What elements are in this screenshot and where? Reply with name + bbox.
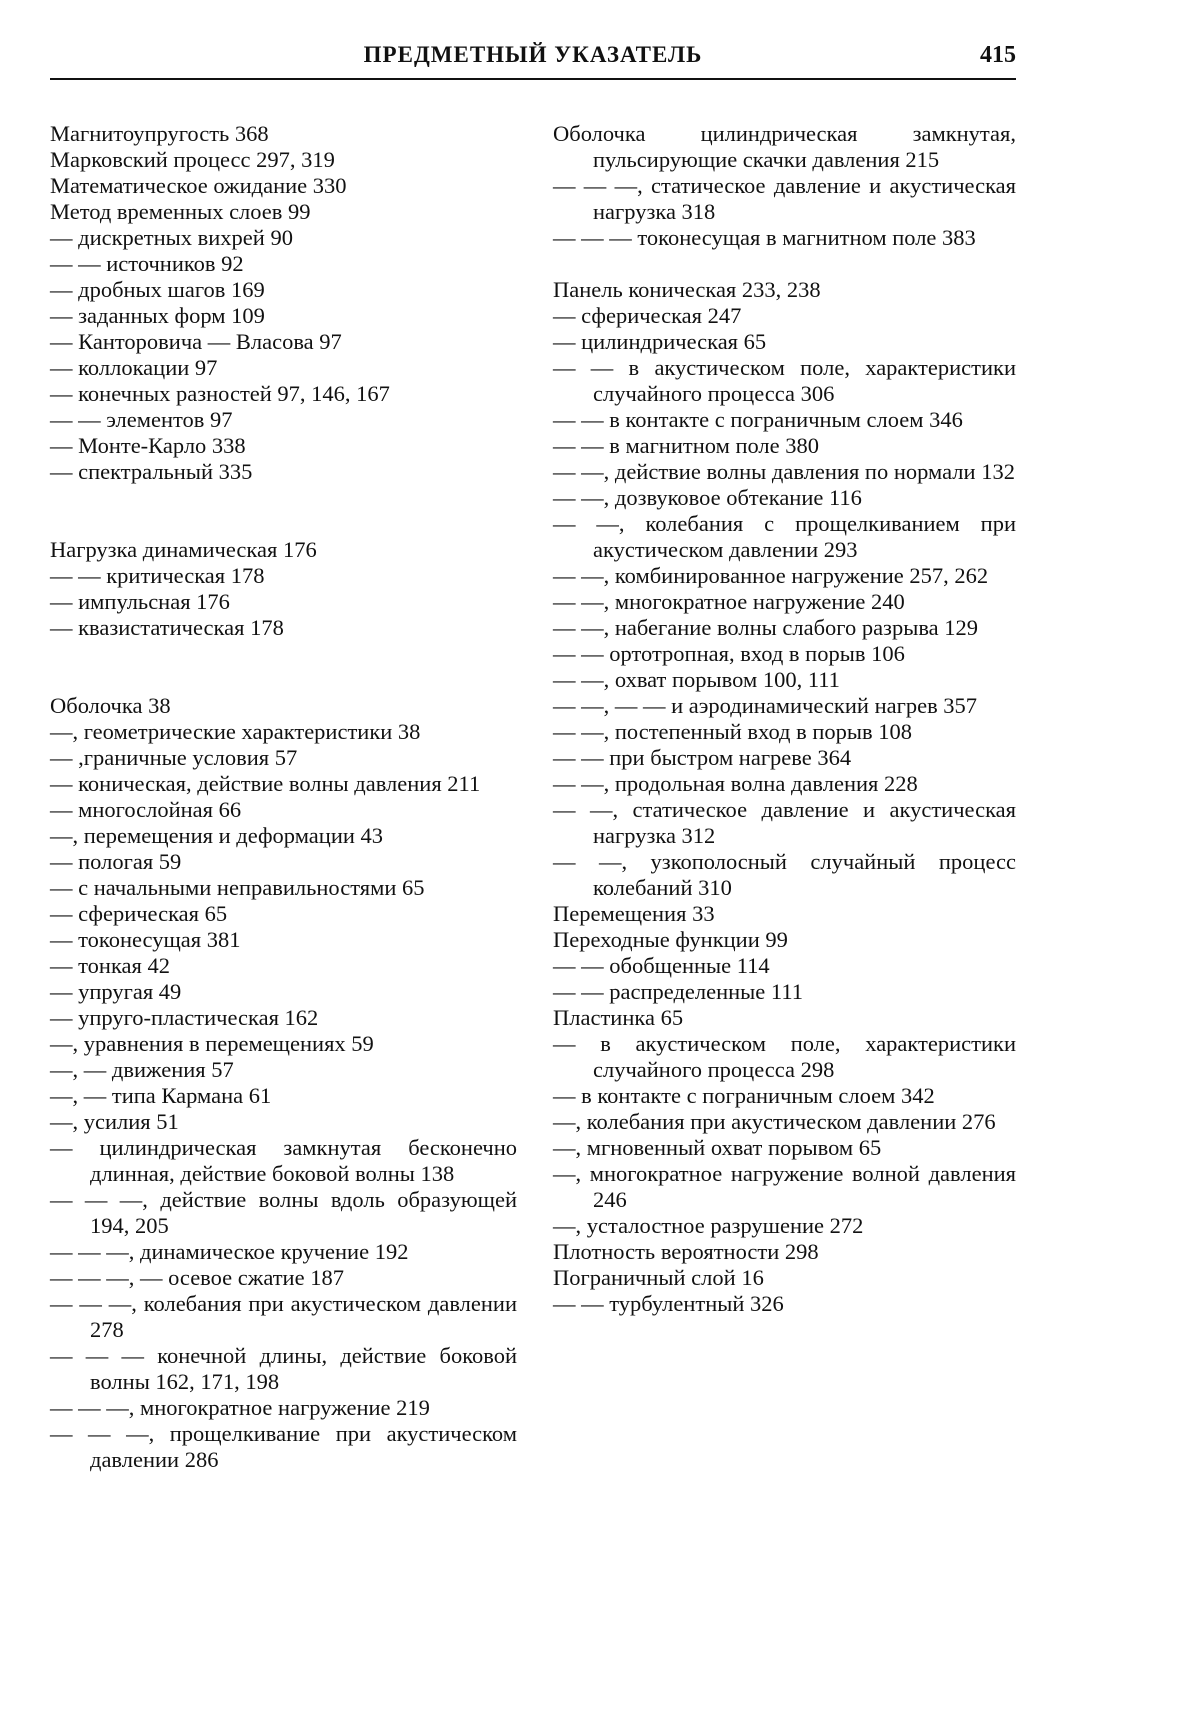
index-entry: — Канторовича — Власова 97 [50, 329, 342, 354]
index-entry: — —, статическое давление и акустическая нагрузка 312 [553, 797, 1016, 848]
index-entry: —, мгновенный охват порывом 65 [553, 1135, 882, 1160]
index-entry: — цилиндрическая 65 [553, 329, 767, 354]
page-header [50, 42, 1016, 80]
index-entry: — сферическая 65 [50, 901, 228, 926]
index-entry: — коническая, действие волны давления 211 [50, 771, 481, 796]
index-entry: — —, действие волны давления по нормали 132 [553, 459, 1015, 484]
index-entry: — импульсная 176 [50, 589, 230, 614]
index-entry: —, перемещения и деформации 43 [50, 823, 384, 848]
index-entry: — —, — — и аэродинамический нагрев 357 [553, 693, 978, 718]
index-entry: — — в контакте с пограничным слоем 346 [553, 407, 963, 432]
index-entry: — — при быстром нагреве 364 [553, 745, 852, 770]
index-entry: — упруго-пластическая 162 [50, 1005, 319, 1030]
index-entry: — — источников 92 [50, 251, 244, 276]
index-entry: — — —, прощелкивание при акустическом давлении 286 [50, 1421, 517, 1472]
index-entry: — — турбулентный 326 [553, 1291, 784, 1316]
index-entry: —, — типа Кармана 61 [50, 1083, 272, 1108]
running-title: ПРЕДМЕТНЫЙ УКАЗАТЕЛЬ [363, 42, 703, 67]
index-entry: —, уравнения в перемещениях 59 [50, 1031, 374, 1056]
index-entry: — упругая 49 [50, 979, 182, 1004]
index-entry: Переходные функции 99 [553, 927, 788, 952]
index-entry: — дискретных вихрей 90 [50, 225, 293, 250]
index-entry: — — обобщенные 114 [553, 953, 770, 978]
index-entry: — —, комбинированное нагружение 257, 262 [553, 563, 989, 588]
index-entry: — — — конечной длины, действие боковой волны 162, 171, 198 [50, 1343, 517, 1394]
index-entry: — Монте-Карло 338 [50, 433, 246, 458]
index-entry: — — —, — осевое сжатие 187 [50, 1265, 344, 1290]
index-entry: Перемещения 33 [553, 901, 715, 926]
index-entry: — коллокации 97 [50, 355, 218, 380]
entry-spacer [50, 485, 517, 511]
index-entry: Плотность вероятности 298 [553, 1239, 819, 1264]
index-entry: —, многократное нагружение волной давления 246 [553, 1161, 1016, 1212]
index-entry: — тонкая 42 [50, 953, 171, 978]
index-entry: — — в акустическом поле, характеристики случайного процесса 306 [553, 355, 1016, 406]
entry-spacer [50, 511, 517, 537]
index-entry: Математическое ожидание 330 [50, 173, 347, 198]
index-entry: — конечных разностей 97, 146, 167 [50, 381, 390, 406]
index-entry: — —, многократное нагружение 240 [553, 589, 905, 614]
index-entry: Оболочка цилиндрическая замкнутая, пульсирующие скачки давления 215 [553, 121, 1016, 172]
index-entry: —, геометрические характеристики 38 [50, 719, 421, 744]
page-number: 415 [980, 42, 1016, 68]
index-entry: — токонесущая 381 [50, 927, 241, 952]
entry-spacer [553, 251, 1016, 277]
index-entry: —, колебания при акустическом давлении 276 [553, 1109, 996, 1134]
index-entry: — — —, многократное нагружение 219 [50, 1395, 430, 1420]
index-entry: — сферическая 247 [553, 303, 742, 328]
index-entry: —, усталостное разрушение 272 [553, 1213, 864, 1238]
index-entry: — —, охват порывом 100, 111 [553, 667, 840, 692]
index-entry: Метод временных слоев 99 [50, 199, 311, 224]
index-entry: Нагрузка динамическая 176 [50, 537, 317, 562]
index-entry: — — —, действие волны вдоль образующей 194, 205 [50, 1187, 517, 1238]
entry-spacer [50, 641, 517, 667]
index-entry: Магнитоупругость 368 [50, 121, 269, 146]
index-entry: — в контакте с пограничным слоем 342 [553, 1083, 935, 1108]
index-entry: — многослойная 66 [50, 797, 242, 822]
index-entry: — дробных шагов 169 [50, 277, 265, 302]
index-entry: — — распределенные 111 [553, 979, 803, 1004]
index-entry: — —, дозвуковое обтекание 116 [553, 485, 862, 510]
index-entry: Оболочка 38 [50, 693, 171, 718]
index-entry: — — —, динамическое кручение 192 [50, 1239, 409, 1264]
index-entry: — —, продольная волна давления 228 [553, 771, 918, 796]
index-entry: — — —, статическое давление и акустическая нагрузка 318 [553, 173, 1016, 224]
index-entry: — —, постепенный вход в порыв 108 [553, 719, 913, 744]
index-entry: — — — токонесущая в магнитном поле 383 [553, 225, 976, 250]
index-entry: — —, колебания с прощелкиванием при акустическом давлении 293 [553, 511, 1016, 562]
index-entry: — — ортотропная, вход в порыв 106 [553, 641, 905, 666]
index-entry: — — критическая 178 [50, 563, 265, 588]
index-entry: Пограничный слой 16 [553, 1265, 764, 1290]
index-entry: — пологая 59 [50, 849, 182, 874]
index-entry: Панель коническая 233, 238 [553, 277, 821, 302]
index-entry: — в акустическом поле, характеристики случайного процесса 298 [553, 1031, 1016, 1082]
index-entry: — ,граничные условия 57 [50, 745, 298, 770]
index-entry: — спектральный 335 [50, 459, 253, 484]
index-entry: Марковский процесс 297, 319 [50, 147, 335, 172]
header-rule [50, 78, 1016, 80]
index-column-right [553, 121, 1016, 1317]
index-entry: — — элементов 97 [50, 407, 233, 432]
index-entry: Пластинка 65 [553, 1005, 684, 1030]
index-column-left [50, 121, 517, 1473]
index-entry: — —, набегание волны слабого разрыва 129 [553, 615, 979, 640]
index-entry: — — —, колебания при акустическом давлении 278 [50, 1291, 517, 1342]
index-entry: — — в магнитном поле 380 [553, 433, 820, 458]
index-entry: — с начальными неправильностями 65 [50, 875, 425, 900]
index-entry: — цилиндрическая замкнутая бесконечно длинная, действие боковой волны 138 [50, 1135, 517, 1186]
entry-spacer [50, 667, 517, 693]
index-entry: — заданных форм 109 [50, 303, 265, 328]
index-entry: — —, узкополосный случайный процесс колебаний 310 [553, 849, 1016, 900]
index-entry: —, усилия 51 [50, 1109, 179, 1134]
index-entry: — квазистатическая 178 [50, 615, 284, 640]
index-entry: —, — движения 57 [50, 1057, 234, 1082]
